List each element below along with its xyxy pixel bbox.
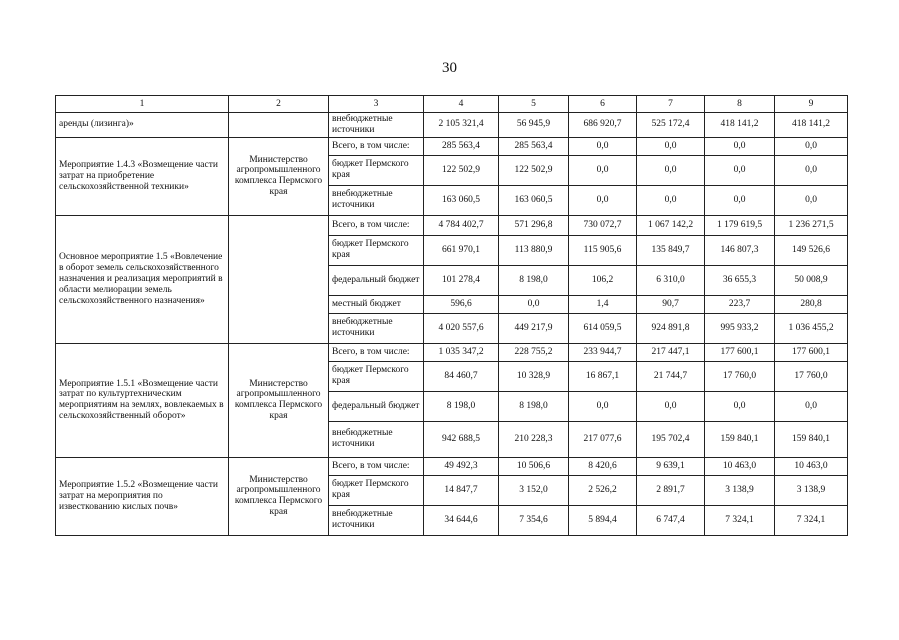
amount-cell: 0,0 <box>775 155 848 185</box>
column-header: 4 <box>424 96 499 113</box>
column-header: 6 <box>569 96 637 113</box>
column-header: 7 <box>637 96 705 113</box>
amount-cell: 14 847,7 <box>424 475 499 505</box>
amount-cell: 217 447,1 <box>637 343 705 361</box>
column-header: 9 <box>775 96 848 113</box>
amount-cell: 115 905,6 <box>569 235 637 265</box>
amount-cell: 942 688,5 <box>424 421 499 457</box>
amount-cell: 1 067 142,2 <box>637 215 705 235</box>
funding-source: бюджет Пермского края <box>329 475 424 505</box>
funding-source: внебюджетные источники <box>329 113 424 138</box>
amount-cell: 6 310,0 <box>637 265 705 295</box>
amount-cell: 4 020 557,6 <box>424 313 499 343</box>
measure-name: Мероприятие 1.4.3 «Возмещение части затрат на приобретение сельскохозяйственной техники» <box>56 137 229 215</box>
header-row <box>56 96 848 113</box>
amount-cell: 223,7 <box>705 295 775 313</box>
table-row <box>56 343 848 361</box>
amount-cell: 36 655,3 <box>705 265 775 295</box>
amount-cell: 177 600,1 <box>705 343 775 361</box>
funding-source: федеральный бюджет <box>329 391 424 421</box>
amount-cell: 10 506,6 <box>499 457 569 475</box>
measure-name: Мероприятие 1.5.2 «Возмещение части затрат на мероприятия по известкованию кислых почв» <box>56 457 229 535</box>
amount-cell: 8 198,0 <box>424 391 499 421</box>
amount-cell: 146 807,3 <box>705 235 775 265</box>
amount-cell: 7 324,1 <box>775 505 848 535</box>
funding-source: внебюджетные источники <box>329 421 424 457</box>
amount-cell: 8 420,6 <box>569 457 637 475</box>
amount-cell: 163 060,5 <box>499 185 569 215</box>
amount-cell: 0,0 <box>705 391 775 421</box>
amount-cell: 9 639,1 <box>637 457 705 475</box>
amount-cell: 0,0 <box>637 137 705 155</box>
funding-source: Всего, в том числе: <box>329 215 424 235</box>
amount-cell: 5 894,4 <box>569 505 637 535</box>
amount-cell: 1 036 455,2 <box>775 313 848 343</box>
executor: Министерство агропромышленного комплекса Пермского края <box>229 457 329 535</box>
amount-cell: 661 970,1 <box>424 235 499 265</box>
table-body <box>56 113 848 536</box>
funding-source: бюджет Пермского края <box>329 235 424 265</box>
column-header: 1 <box>56 96 229 113</box>
funding-source: внебюджетные источники <box>329 185 424 215</box>
measure-name: Мероприятие 1.5.1 «Возмещение части затрат по культуртехническим мероприятиям на землях, вовлекаемых в сельскохозяйственный оборот» <box>56 343 229 457</box>
column-header: 2 <box>229 96 329 113</box>
amount-cell: 17 760,0 <box>705 361 775 391</box>
funding-source: местный бюджет <box>329 295 424 313</box>
amount-cell: 163 060,5 <box>424 185 499 215</box>
table-row <box>56 215 848 235</box>
amount-cell: 525 172,4 <box>637 113 705 138</box>
amount-cell: 159 840,1 <box>705 421 775 457</box>
amount-cell: 122 502,9 <box>499 155 569 185</box>
amount-cell: 285 563,4 <box>424 137 499 155</box>
amount-cell: 418 141,2 <box>705 113 775 138</box>
amount-cell: 10 328,9 <box>499 361 569 391</box>
amount-cell: 101 278,4 <box>424 265 499 295</box>
amount-cell: 2 105 321,4 <box>424 113 499 138</box>
funding-source: внебюджетные источники <box>329 505 424 535</box>
executor <box>229 215 329 343</box>
amount-cell: 195 702,4 <box>637 421 705 457</box>
amount-cell: 924 891,8 <box>637 313 705 343</box>
amount-cell: 0,0 <box>775 137 848 155</box>
executor <box>229 113 329 138</box>
amount-cell: 2 526,2 <box>569 475 637 505</box>
amount-cell: 149 526,6 <box>775 235 848 265</box>
amount-cell: 1 179 619,5 <box>705 215 775 235</box>
amount-cell: 0,0 <box>705 137 775 155</box>
amount-cell: 285 563,4 <box>499 137 569 155</box>
column-header: 3 <box>329 96 424 113</box>
amount-cell: 0,0 <box>637 155 705 185</box>
amount-cell: 0,0 <box>705 185 775 215</box>
amount-cell: 90,7 <box>637 295 705 313</box>
amount-cell: 0,0 <box>569 391 637 421</box>
amount-cell: 1 035 347,2 <box>424 343 499 361</box>
amount-cell: 0,0 <box>569 185 637 215</box>
amount-cell: 159 840,1 <box>775 421 848 457</box>
amount-cell: 56 945,9 <box>499 113 569 138</box>
funding-source: Всего, в том числе: <box>329 457 424 475</box>
amount-cell: 280,8 <box>775 295 848 313</box>
funding-source: бюджет Пермского края <box>329 361 424 391</box>
amount-cell: 4 784 402,7 <box>424 215 499 235</box>
funding-source: федеральный бюджет <box>329 265 424 295</box>
amount-cell: 217 077,6 <box>569 421 637 457</box>
amount-cell: 106,2 <box>569 265 637 295</box>
amount-cell: 210 228,3 <box>499 421 569 457</box>
amount-cell: 10 463,0 <box>775 457 848 475</box>
column-header: 8 <box>705 96 775 113</box>
amount-cell: 135 849,7 <box>637 235 705 265</box>
amount-cell: 995 933,2 <box>705 313 775 343</box>
amount-cell: 177 600,1 <box>775 343 848 361</box>
executor: Министерство агропромышленного комплекса Пермского края <box>229 137 329 215</box>
amount-cell: 233 944,7 <box>569 343 637 361</box>
amount-cell: 0,0 <box>569 155 637 185</box>
funding-source: Всего, в том числе: <box>329 137 424 155</box>
amount-cell: 7 324,1 <box>705 505 775 535</box>
amount-cell: 17 760,0 <box>775 361 848 391</box>
amount-cell: 2 891,7 <box>637 475 705 505</box>
amount-cell: 3 152,0 <box>499 475 569 505</box>
measure-name: аренды (лизинга)» <box>56 113 229 138</box>
amount-cell: 1 236 271,5 <box>775 215 848 235</box>
amount-cell: 730 072,7 <box>569 215 637 235</box>
amount-cell: 0,0 <box>775 391 848 421</box>
table-row <box>56 113 848 138</box>
amount-cell: 6 747,4 <box>637 505 705 535</box>
table-row <box>56 457 848 475</box>
amount-cell: 0,0 <box>499 295 569 313</box>
amount-cell: 49 492,3 <box>424 457 499 475</box>
amount-cell: 16 867,1 <box>569 361 637 391</box>
page-number: 30 <box>442 60 457 76</box>
executor: Министерство агропромышленного комплекса Пермского края <box>229 343 329 457</box>
amount-cell: 596,6 <box>424 295 499 313</box>
amount-cell: 10 463,0 <box>705 457 775 475</box>
amount-cell: 21 744,7 <box>637 361 705 391</box>
funding-source: Всего, в том числе: <box>329 343 424 361</box>
amount-cell: 3 138,9 <box>775 475 848 505</box>
amount-cell: 0,0 <box>775 185 848 215</box>
column-header: 5 <box>499 96 569 113</box>
amount-cell: 686 920,7 <box>569 113 637 138</box>
amount-cell: 8 198,0 <box>499 265 569 295</box>
amount-cell: 0,0 <box>569 137 637 155</box>
amount-cell: 0,0 <box>637 391 705 421</box>
amount-cell: 418 141,2 <box>775 113 848 138</box>
measure-name: Основное мероприятие 1.5 «Вовлечение в оборот земель сельскохозяйственного назначения и реализация мероприятий в области мелиорации земель сельскохозяйственного назначения» <box>56 215 229 343</box>
amount-cell: 614 059,5 <box>569 313 637 343</box>
amount-cell: 34 644,6 <box>424 505 499 535</box>
funding-source: бюджет Пермского края <box>329 155 424 185</box>
amount-cell: 8 198,0 <box>499 391 569 421</box>
amount-cell: 113 880,9 <box>499 235 569 265</box>
amount-cell: 3 138,9 <box>705 475 775 505</box>
amount-cell: 449 217,9 <box>499 313 569 343</box>
financing-table <box>55 95 848 536</box>
amount-cell: 0,0 <box>705 155 775 185</box>
amount-cell: 50 008,9 <box>775 265 848 295</box>
amount-cell: 0,0 <box>637 185 705 215</box>
table-row <box>56 137 848 155</box>
funding-source: внебюджетные источники <box>329 313 424 343</box>
amount-cell: 1,4 <box>569 295 637 313</box>
amount-cell: 84 460,7 <box>424 361 499 391</box>
amount-cell: 571 296,8 <box>499 215 569 235</box>
amount-cell: 7 354,6 <box>499 505 569 535</box>
amount-cell: 122 502,9 <box>424 155 499 185</box>
amount-cell: 228 755,2 <box>499 343 569 361</box>
